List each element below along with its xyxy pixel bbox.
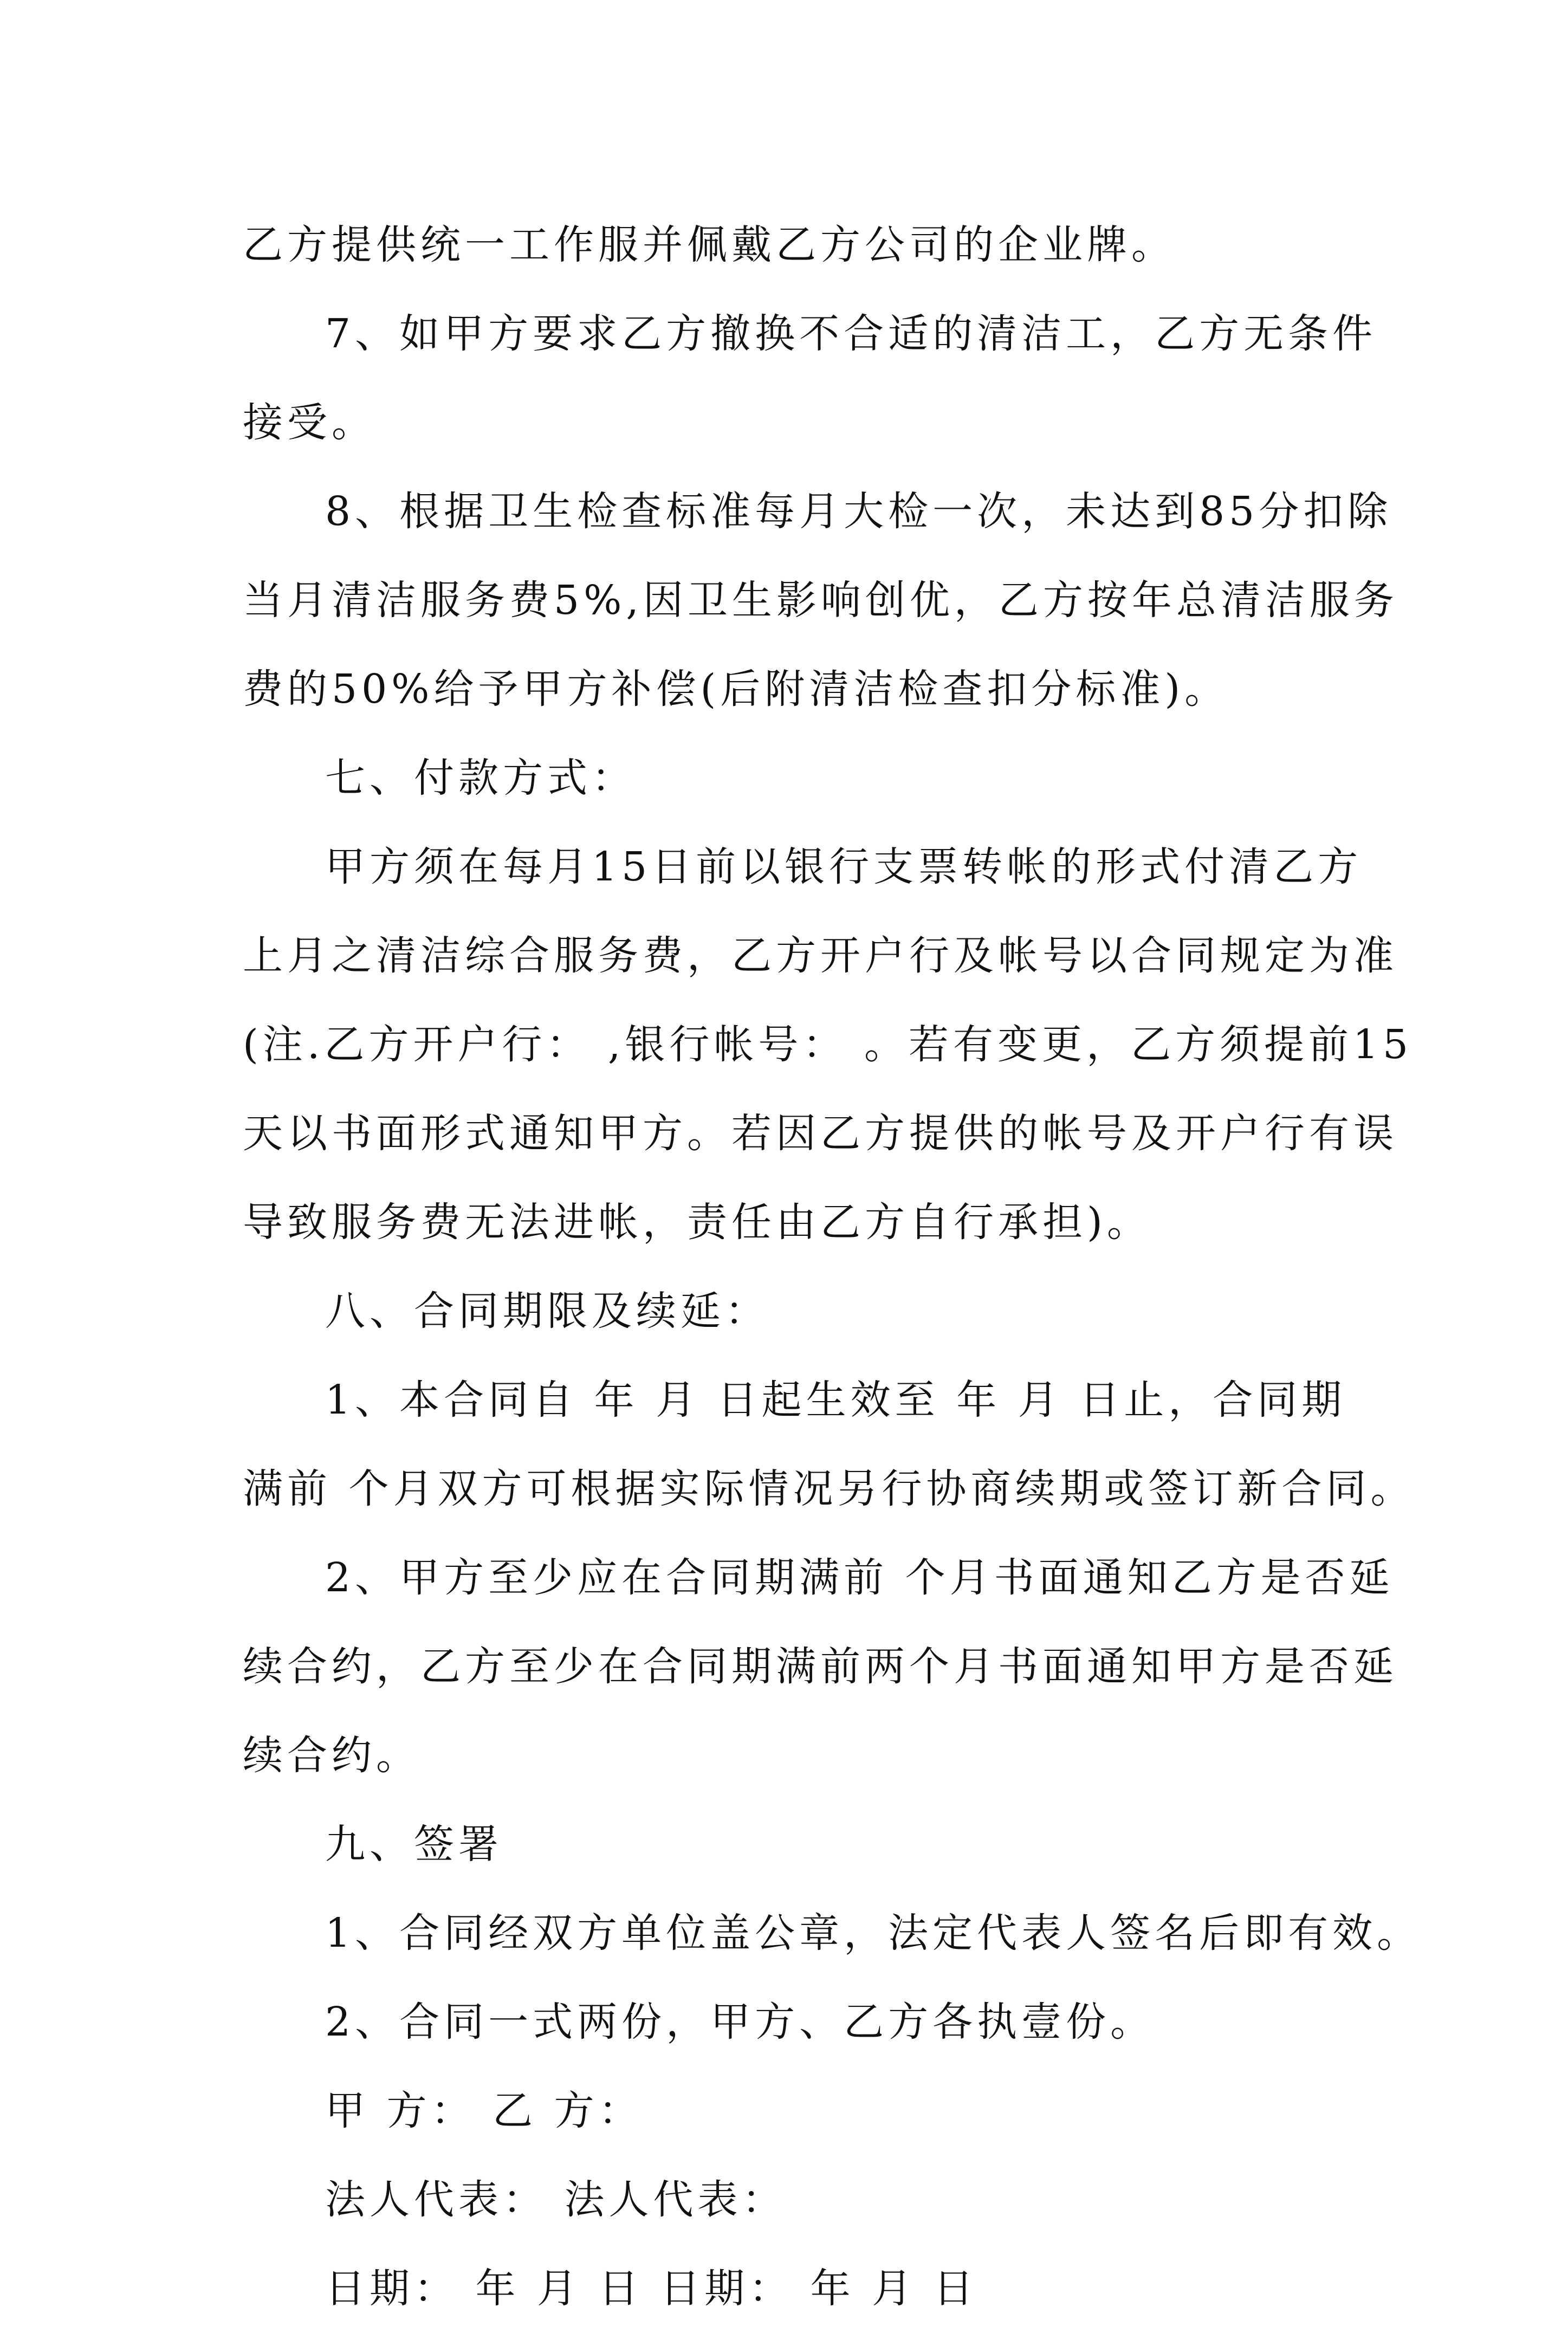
paragraph-line: 接受。 (243, 399, 376, 446)
paragraph-line: 1、本合同自 年 月 日起生效至 年 月 日止，合同期 (325, 1377, 1346, 1423)
paragraph-line: 九、签署 (325, 1821, 503, 1868)
paragraph-line: 甲方须在每月15日前以银行支票转帐的形式付清乙方 (325, 844, 1363, 890)
paragraph-line: 2、甲方至少应在合同期满前 个月书面通知乙方是否延 (325, 1554, 1394, 1601)
paragraph-line: 1、合同经双方单位盖公章，法定代表人签名后即有效。 (325, 1910, 1422, 1956)
paragraph-line: 上月之清洁综合服务费，乙方开户行及帐号以合同规定为准 (243, 932, 1398, 979)
document-body (243, 200, 1422, 2333)
paragraph-line: 导致服务费无法进帐，责任由乙方自行承担)。 (243, 1199, 1151, 1246)
paragraph-line: 七、付款方式： (325, 755, 636, 801)
paragraph-line: 费的50%给予甲方补偿(后附清洁检查扣分标准)。 (243, 666, 1229, 712)
paragraph-line: 续合约。 (243, 1732, 420, 1779)
paragraph-line: 甲 方： 乙 方： (325, 2088, 643, 2134)
paragraph-line: 八、合同期限及续延： (325, 1288, 769, 1334)
paragraph-line: 当月清洁服务费5%,因卫生影响创优，乙方按年总清洁服务 (243, 577, 1398, 624)
paragraph-line: 8、根据卫生检查标准每月大检一次，未达到85分扣除 (325, 488, 1392, 535)
paragraph-line: 续合约，乙方至少在合同期满前两个月书面通知甲方是否延 (243, 1643, 1398, 1690)
paragraph-line: 法人代表： 法人代表： (325, 2176, 787, 2223)
paragraph-line: 满前 个月双方可根据实际情况另行协商续期或签订新合同。 (243, 1466, 1415, 1512)
paragraph-line: 7、如甲方要求乙方撤换不合适的清洁工，乙方无条件 (325, 310, 1377, 357)
paragraph-line: (注.乙方开户行： ,银行帐号： 。若有变更，乙方须提前15 (243, 1021, 1413, 1068)
paragraph-line: 天以书面形式通知甲方。若因乙方提供的帐号及开户行有误 (243, 1110, 1398, 1157)
paragraph-line: 2、合同一式两份，甲方、乙方各执壹份。 (325, 1999, 1155, 2045)
paragraph-line: 乙方提供统一工作服并佩戴乙方公司的企业牌。 (243, 222, 1176, 268)
paragraph-line: 日期： 年 月 日 日期： 年 月 日 (325, 2265, 978, 2312)
